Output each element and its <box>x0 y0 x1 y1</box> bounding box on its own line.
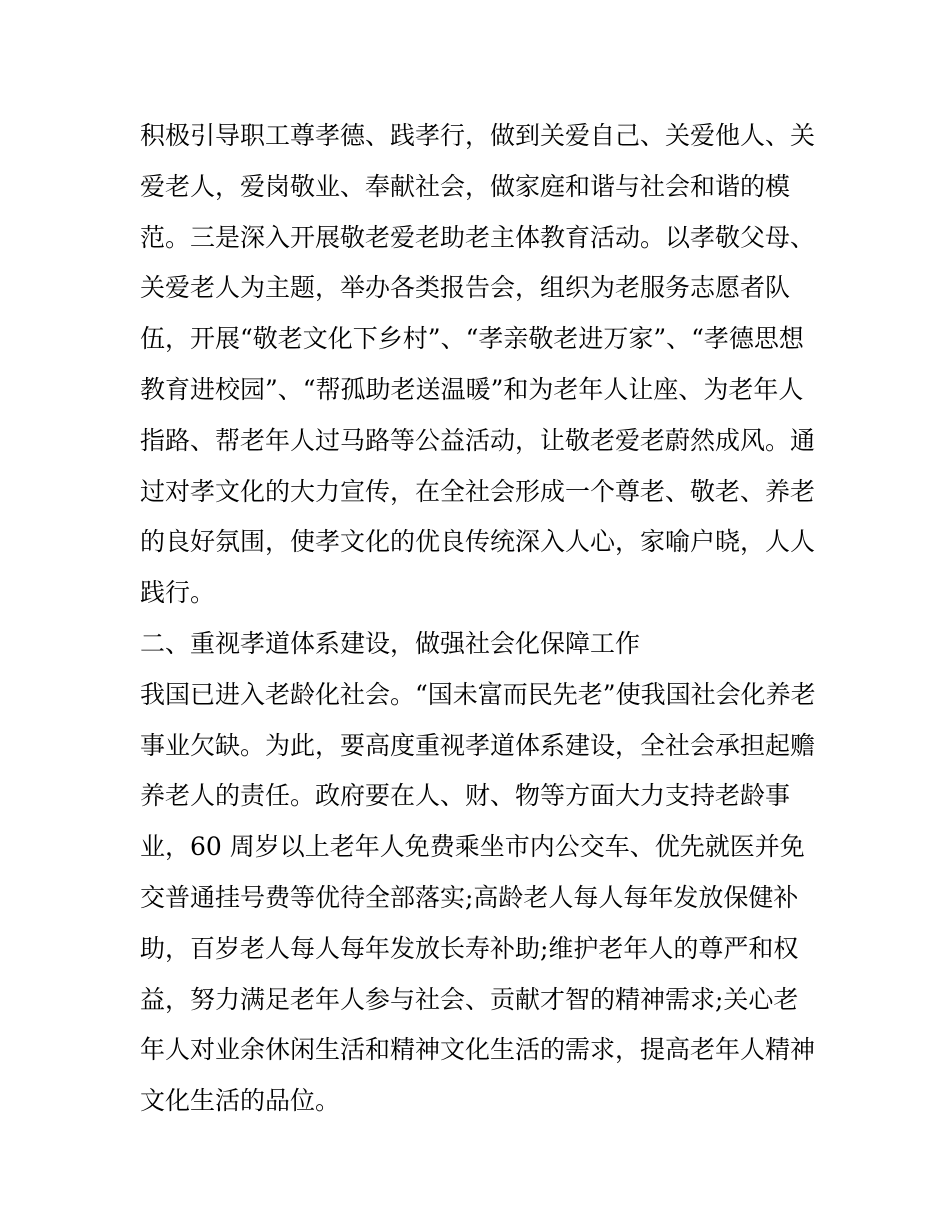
text-line: 过对孝文化的大力宣传，在全社会形成一个尊老、敬老、养老 <box>140 476 816 506</box>
text-line: 养老人的责任。政府要在人、财、物等方面大力支持老龄事 <box>140 781 791 811</box>
text-line: 助，百岁老人每人每年发放长寿补助;维护老年人的尊严和权 <box>140 933 799 963</box>
text-line: 我国已进入老龄化社会。“国未富而民先老”使我国社会化养老 <box>140 679 816 709</box>
text-line: 业，60 周岁以上老年人免费乘坐市内公交车、优先就医并免 <box>140 832 805 862</box>
text-line: 指路、帮老年人过马路等公益活动，让敬老爱老蔚然成风。通 <box>140 425 816 455</box>
text-line: 关爱老人为主题，举办各类报告会，组织为老服务志愿者队 <box>140 273 791 303</box>
text-line: 事业欠缺。为此，要高度重视孝道体系建设，全社会承担起赡 <box>140 730 816 760</box>
text-line: 爱老人，爱岗敬业、奉献社会，做家庭和谐与社会和谐的模 <box>140 171 791 201</box>
section-heading: 二、重视孝道体系建设，做强社会化保障工作 <box>140 628 641 658</box>
body-text <box>140 111 820 1127</box>
text-line: 积极引导职工尊孝德、践孝行，做到关爱自己、关爱他人、关 <box>140 121 816 150</box>
text-line: 践行。 <box>140 578 216 608</box>
text-line: 范。三是深入开展敬老爱老助老主体教育活动。以孝敬父母、 <box>140 222 816 252</box>
text-line: 交普通挂号费等优待全部落实;高龄老人每人每年发放保健补 <box>140 882 799 912</box>
text-line: 的良好氛围，使孝文化的优良传统深入人心，家喻户晓，人人 <box>140 527 816 557</box>
text-line: 文化生活的品位。 <box>140 1086 341 1116</box>
text-line: 年人对业余休闲生活和精神文化生活的需求，提高老年人精神 <box>140 1035 816 1065</box>
text-line: 伍，开展“敬老文化下乡村”、“孝亲敬老进万家”、“孝德思想 <box>140 324 804 354</box>
text-line: 益，努力满足老年人参与社会、贡献才智的精神需求;关心老 <box>140 984 799 1014</box>
text-line: 教育进校园”、“帮孤助老送温暖”和为老年人让座、为老年人 <box>140 374 804 404</box>
